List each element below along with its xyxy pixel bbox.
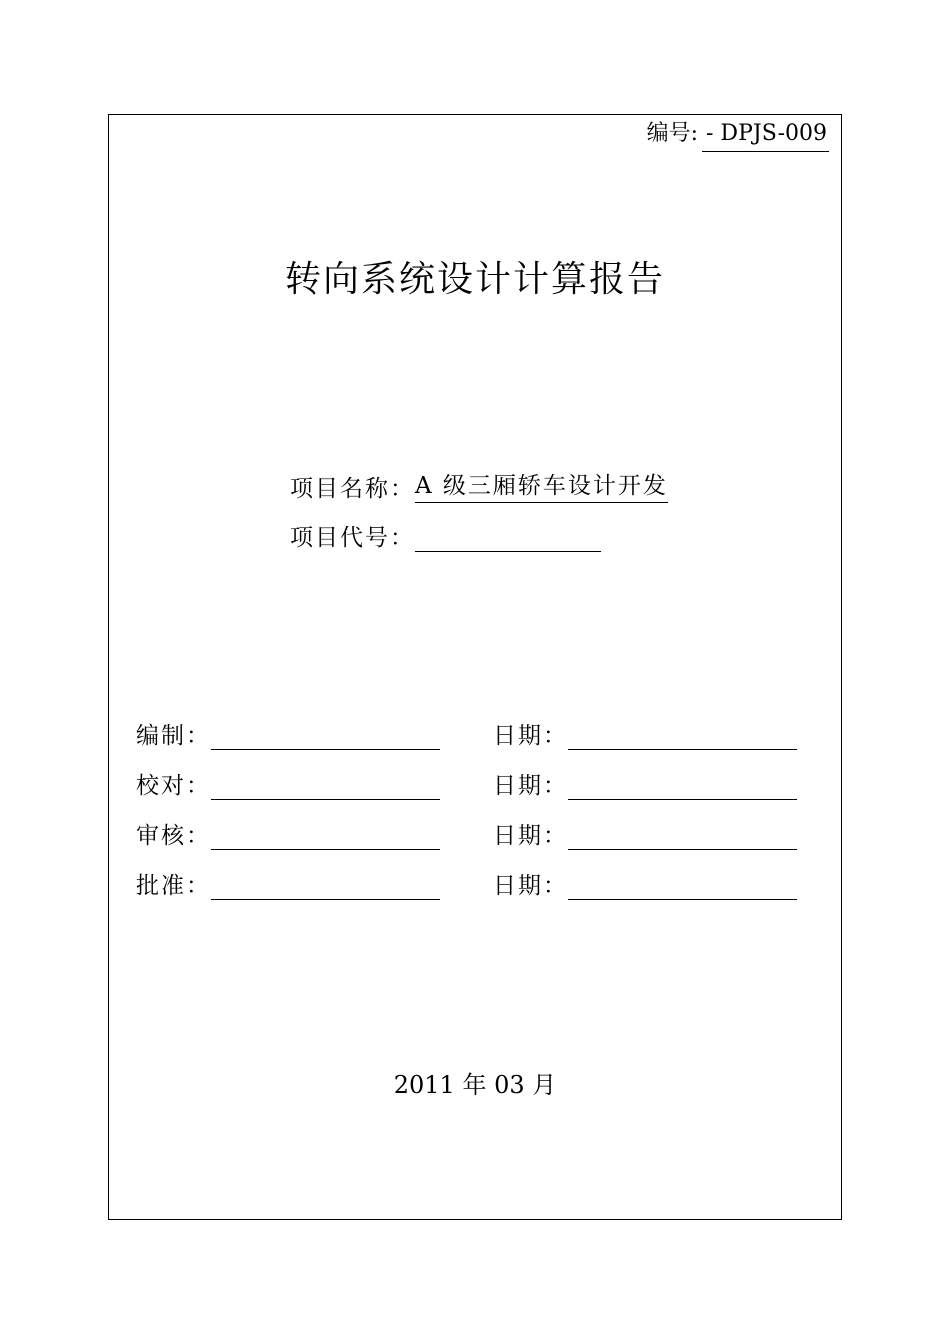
- signoff-row-review: [136, 817, 440, 850]
- date-row-compile: [493, 717, 797, 750]
- date-line: [568, 869, 797, 900]
- signoff-label: 批准：: [136, 873, 211, 899]
- document-number: [647, 119, 829, 152]
- date-row-review: [493, 817, 797, 850]
- signoff-label: 校对：: [136, 773, 211, 799]
- signoff-line: [211, 869, 440, 900]
- signoff-line: [211, 769, 440, 800]
- signoff-label: 编制：: [136, 723, 211, 749]
- date-line: [568, 769, 797, 800]
- signoff-label: 审核：: [136, 823, 211, 849]
- project-name-row: [290, 467, 668, 503]
- document-frame: [108, 114, 842, 1220]
- date-line: [568, 819, 797, 850]
- document-number-label: 编号:: [646, 121, 698, 146]
- signoff-row-approve: [136, 867, 440, 900]
- date-row-proofread: [493, 767, 797, 800]
- project-name-label: 项目名称：: [290, 476, 415, 502]
- project-name-value: A 级三厢轿车设计开发: [415, 467, 668, 503]
- report-title: 转向系统设计计算报告: [284, 259, 665, 300]
- signoff-line: [211, 819, 440, 850]
- signoff-line: [211, 719, 440, 750]
- project-code-row: [290, 519, 601, 552]
- project-code-label: 项目代号：: [290, 525, 415, 551]
- issue-date: 2011 年 03 月: [393, 1071, 557, 1099]
- date-label: 日期：: [493, 773, 568, 799]
- document-number-value: - DPJS-009: [702, 119, 829, 152]
- date-label: 日期：: [493, 823, 568, 849]
- date-row-approve: [493, 867, 797, 900]
- date-label: 日期：: [493, 873, 568, 899]
- date-line: [568, 719, 797, 750]
- date-label: 日期：: [493, 723, 568, 749]
- signoff-row-proofread: [136, 767, 440, 800]
- signoff-row-compile: [136, 717, 440, 750]
- project-code-value: [415, 519, 601, 552]
